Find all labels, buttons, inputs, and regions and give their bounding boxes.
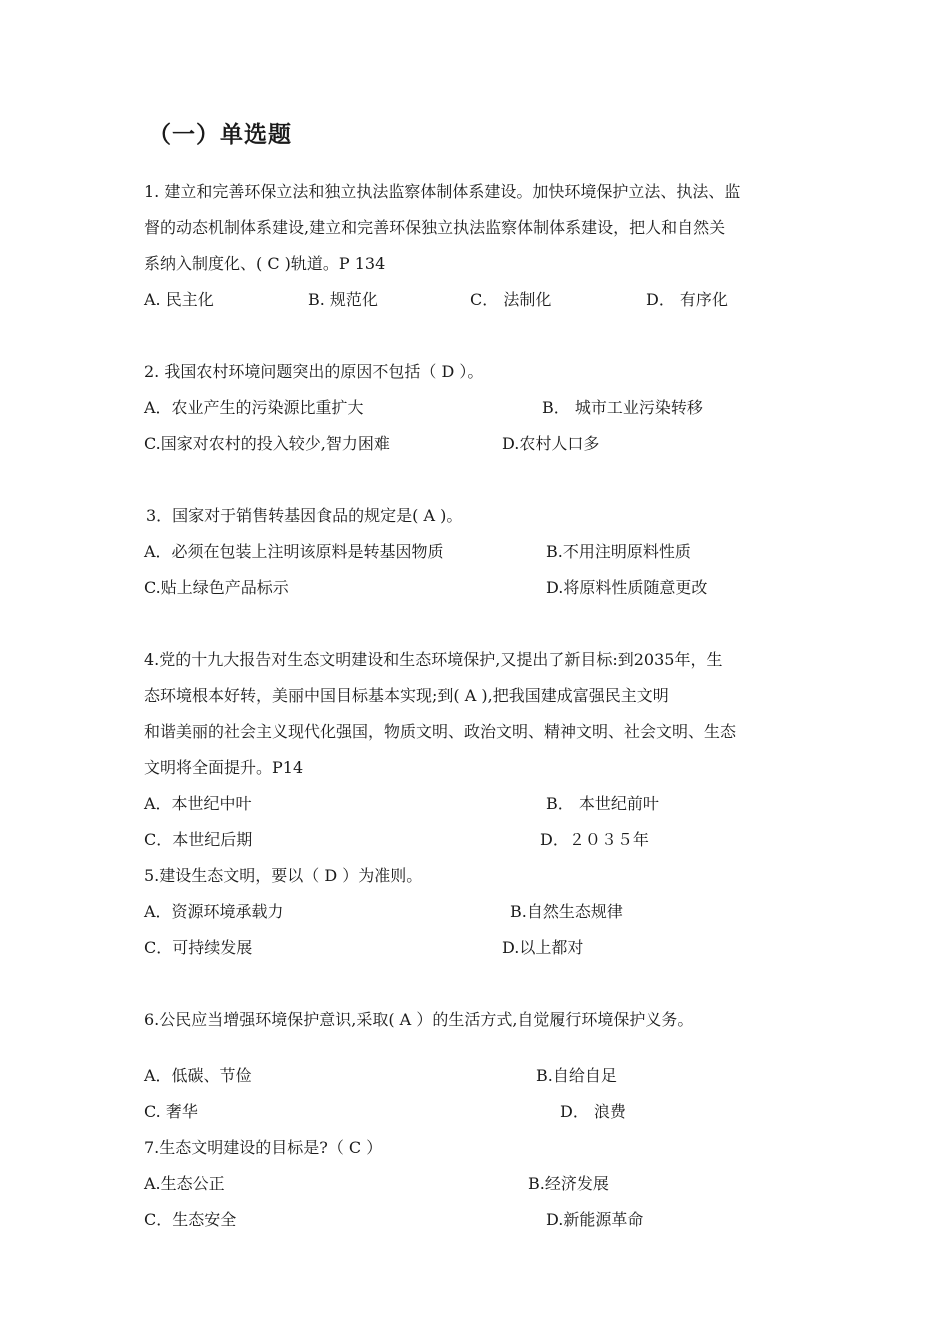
q1-option-c: C． 法制化 bbox=[470, 290, 552, 309]
q4-text-line4: 文明将全面提升。P14 bbox=[144, 758, 304, 777]
q5-option-a: A．资源环境承载力 bbox=[144, 902, 284, 921]
q7-option-d: D.新能源革命 bbox=[546, 1210, 644, 1229]
q4-option-c: C．本世纪后期 bbox=[144, 830, 253, 849]
q1-option-b: B. 规范化 bbox=[308, 290, 378, 309]
q5-option-d: D.以上都对 bbox=[502, 938, 584, 957]
q7-option-b: B.经济发展 bbox=[528, 1174, 609, 1193]
q3-text-line1: 3．国家对于销售转基因食品的规定是( A )。 bbox=[146, 506, 463, 525]
q6-option-c: C. 奢华 bbox=[144, 1102, 198, 1121]
q3-option-d: D.将原料性质随意更改 bbox=[546, 578, 708, 597]
q4-option-b: B． 本世纪前叶 bbox=[546, 794, 659, 813]
q2-option-b: B． 城市工业污染转移 bbox=[542, 398, 703, 417]
q1-text-line2: 督的动态机制体系建设,建立和完善环保独立执法监察体制体系建设，把人和自然关 bbox=[144, 218, 726, 237]
q4-option-a: A．本世纪中叶 bbox=[144, 794, 252, 813]
q4-text-line1: 4.党的十九大报告对生态文明建设和生态环境保护,又提出了新目标:到2035年，生 bbox=[144, 650, 723, 669]
q3-option-c: C.贴上绿色产品标示 bbox=[144, 578, 289, 597]
section-title: （一）单选题 bbox=[148, 122, 292, 148]
q6-option-d: D． 浪费 bbox=[560, 1102, 626, 1121]
q7-text-line1: 7.生态文明建设的目标是?（ C ） bbox=[144, 1138, 383, 1157]
q3-option-a: A．必须在包装上注明该原料是转基因物质 bbox=[144, 542, 444, 561]
q1-option-a: A. 民主化 bbox=[144, 290, 214, 309]
q6-text-line1: 6.公民应当增强环境保护意识,采取( A ）的生活方式,自觉履行环境保护义务。 bbox=[144, 1010, 694, 1029]
q1-text-line1: 1. 建立和完善环保立法和独立执法监察体制体系建设。加快环境保护立法、执法、监 bbox=[144, 182, 741, 201]
q2-text-line1: 2. 我国农村环境问题突出的原因不包括（ D ）。 bbox=[144, 362, 484, 381]
q1-text-line3: 系纳入制度化、( C )轨道。P 134 bbox=[144, 254, 386, 273]
q7-option-c: C．生态安全 bbox=[144, 1210, 237, 1229]
q2-option-d: D.农村人口多 bbox=[502, 434, 600, 453]
q7-option-a: A.生态公正 bbox=[144, 1174, 225, 1193]
q4-option-d: D．２０３５年 bbox=[540, 830, 649, 849]
q5-option-c: C．可持续发展 bbox=[144, 938, 253, 957]
q2-option-c: C.国家对农村的投入较少,智力困难 bbox=[144, 434, 390, 453]
q6-option-a: A．低碳、节俭 bbox=[144, 1066, 252, 1085]
q2-option-a: A．农业产生的污染源比重扩大 bbox=[144, 398, 364, 417]
q5-text-line1: 5.建设生态文明，要以（ D ）为准则。 bbox=[144, 866, 423, 885]
q3-option-b: B.不用注明原料性质 bbox=[546, 542, 691, 561]
q5-option-b: B.自然生态规律 bbox=[510, 902, 623, 921]
q6-option-b: B.自给自足 bbox=[536, 1066, 617, 1085]
q4-text-line2: 态环境根本好转，美丽中国目标基本实现;到( A ),把我国建成富强民主文明 bbox=[144, 686, 669, 705]
q4-text-line3: 和谐美丽的社会主义现代化强国，物质文明、政治文明、精神文明、社会文明、生态 bbox=[144, 722, 737, 741]
q1-option-d: D． 有序化 bbox=[646, 290, 728, 309]
